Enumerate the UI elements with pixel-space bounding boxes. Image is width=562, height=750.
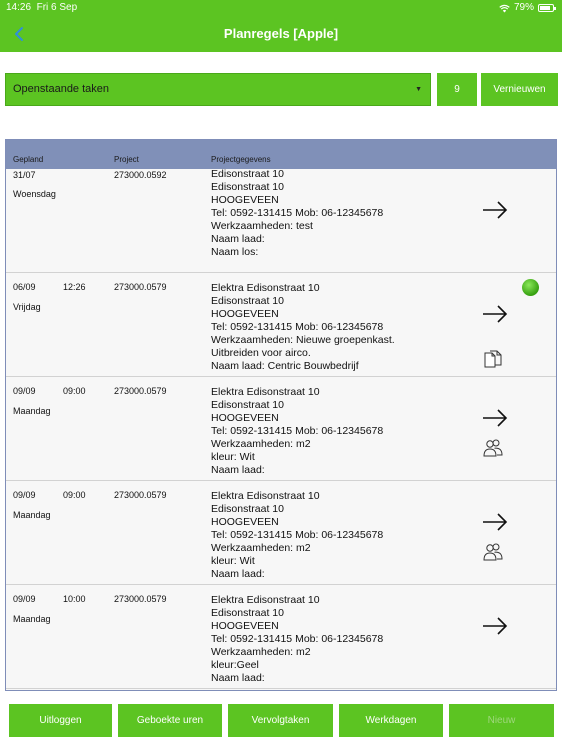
project-detail-line: Tel: 0592-131415 Mob: 06-12345678 [211,529,384,541]
caret-down-icon: ▼ [415,86,422,93]
row-project-details [211,282,395,373]
row-date: 09/09 [13,490,36,500]
battery-icon [538,4,554,12]
wifi-icon [499,4,510,13]
project-detail-line: Tel: 0592-131415 Mob: 06-12345678 [211,425,384,437]
status-right [499,0,554,16]
project-detail-line: Naam laad: [211,233,265,245]
project-detail-line: Edisonstraat 10 [211,399,284,411]
status-time: 14:26 [6,2,32,13]
project-detail-line: HOOGEVEEN [211,620,279,632]
arrow-right-icon[interactable] [482,513,508,531]
row-project-details [211,168,383,259]
page-title: Planregels [Apple] [223,26,339,41]
row-project-number: 273000.0579 [114,490,167,500]
project-detail-line: HOOGEVEEN [211,516,279,528]
project-detail-line: Elektra Edisonstraat 10 [211,490,320,502]
project-detail-line: Tel: 0592-131415 Mob: 06-12345678 [211,321,384,333]
project-detail-line: Tel: 0592-131415 Mob: 06-12345678 [211,633,384,645]
row-project-details [211,490,383,581]
row-day: Maandag [13,406,51,416]
status-time-date [6,0,77,16]
project-detail-line: HOOGEVEEN [211,308,279,320]
refresh-button[interactable]: Vernieuwen [481,73,558,106]
task-filter-value: Openstaande taken [13,83,110,95]
table-row[interactable] [6,585,556,689]
status-dot-icon[interactable] [522,279,539,296]
project-detail-line: Edisonstraat 10 [211,607,284,619]
users-icon[interactable] [482,542,504,562]
row-project-number: 273000.0579 [114,594,167,604]
row-project-details [211,594,383,685]
row-date: 09/09 [13,594,36,604]
users-icon[interactable] [482,438,504,458]
project-detail-line: kleur:Geel [211,659,259,671]
arrow-right-icon[interactable] [482,201,508,219]
row-day: Maandag [13,614,51,624]
booked-hours-button[interactable]: Geboekte uren [118,704,222,737]
project-detail-line: Elektra Edisonstraat 10 [211,594,320,606]
project-detail-line: Edisonstraat 10 [211,168,284,180]
project-detail-line: kleur: Wit [211,451,255,463]
project-detail-line: Werkzaamheden: m2 [211,646,311,658]
table-row[interactable] [6,377,556,481]
row-date: 31/07 [13,170,36,180]
project-detail-line: Edisonstraat 10 [211,503,284,515]
project-detail-line: Werkzaamheden: Nieuwe groepenkast. [211,334,395,346]
table-row[interactable] [6,169,556,273]
task-filter-select[interactable] [5,73,431,106]
project-detail-line: HOOGEVEEN [211,412,279,424]
project-detail-line: Naam laad: [211,672,265,684]
project-detail-line: kleur: Wit [211,555,255,567]
project-detail-line: Edisonstraat 10 [211,181,284,193]
table-row[interactable] [6,481,556,585]
follow-up-tasks-button[interactable]: Vervolgtaken [228,704,333,737]
new-button[interactable]: Nieuw [449,704,554,737]
row-day: Woensdag [13,189,56,199]
row-project-number: 273000.0579 [114,386,167,396]
row-date: 06/09 [13,282,36,292]
project-detail-line: Edisonstraat 10 [211,295,284,307]
workdays-button[interactable]: Werkdagen [339,704,443,737]
table-body[interactable] [6,168,556,690]
logout-button[interactable]: Uitloggen [9,704,112,737]
project-detail-line: Werkzaamheden: m2 [211,542,311,554]
project-detail-line: Naam laad: Centric Bouwbedrijf [211,360,359,372]
project-detail-line: Tel: 0592-131415 Mob: 06-12345678 [211,207,384,219]
column-header-planned: Gepland [13,155,44,164]
status-date: Fri 6 Sep [36,2,78,13]
project-detail-line: Elektra Edisonstraat 10 [211,282,320,294]
project-detail-line: HOOGEVEEN [211,194,279,206]
row-project-details [211,386,383,477]
row-time: 10:00 [63,594,86,604]
project-detail-line: Uitbreiden voor airco. [211,347,311,359]
row-day: Maandag [13,510,51,520]
nav-bar [0,16,562,52]
project-detail-line: Elektra Edisonstraat 10 [211,386,320,398]
row-day: Vrijdag [13,302,41,312]
row-time: 12:26 [63,282,86,292]
documents-icon[interactable] [482,350,504,370]
row-time: 09:00 [63,386,86,396]
task-count-badge: 9 [437,73,477,106]
table-row[interactable] [6,273,556,377]
battery-percentage: 79% [513,2,534,13]
row-project-number: 273000.0579 [114,282,167,292]
column-header-project: Project [114,155,139,164]
arrow-right-icon[interactable] [482,305,508,323]
arrow-right-icon[interactable] [482,409,508,427]
project-detail-line: Werkzaamheden: test [211,220,313,232]
project-detail-line: Naam los: [211,246,259,258]
row-time: 09:00 [63,490,86,500]
project-detail-line: Werkzaamheden: m2 [211,438,311,450]
row-project-number: 273000.0592 [114,170,167,180]
arrow-right-icon[interactable] [482,617,508,635]
project-detail-line: Naam laad: [211,464,265,476]
column-header-project-details: Projectgegevens [211,155,271,164]
status-bar [0,0,562,16]
planning-table [5,139,557,691]
row-date: 09/09 [13,386,36,396]
project-detail-line: Naam laad: [211,568,265,580]
